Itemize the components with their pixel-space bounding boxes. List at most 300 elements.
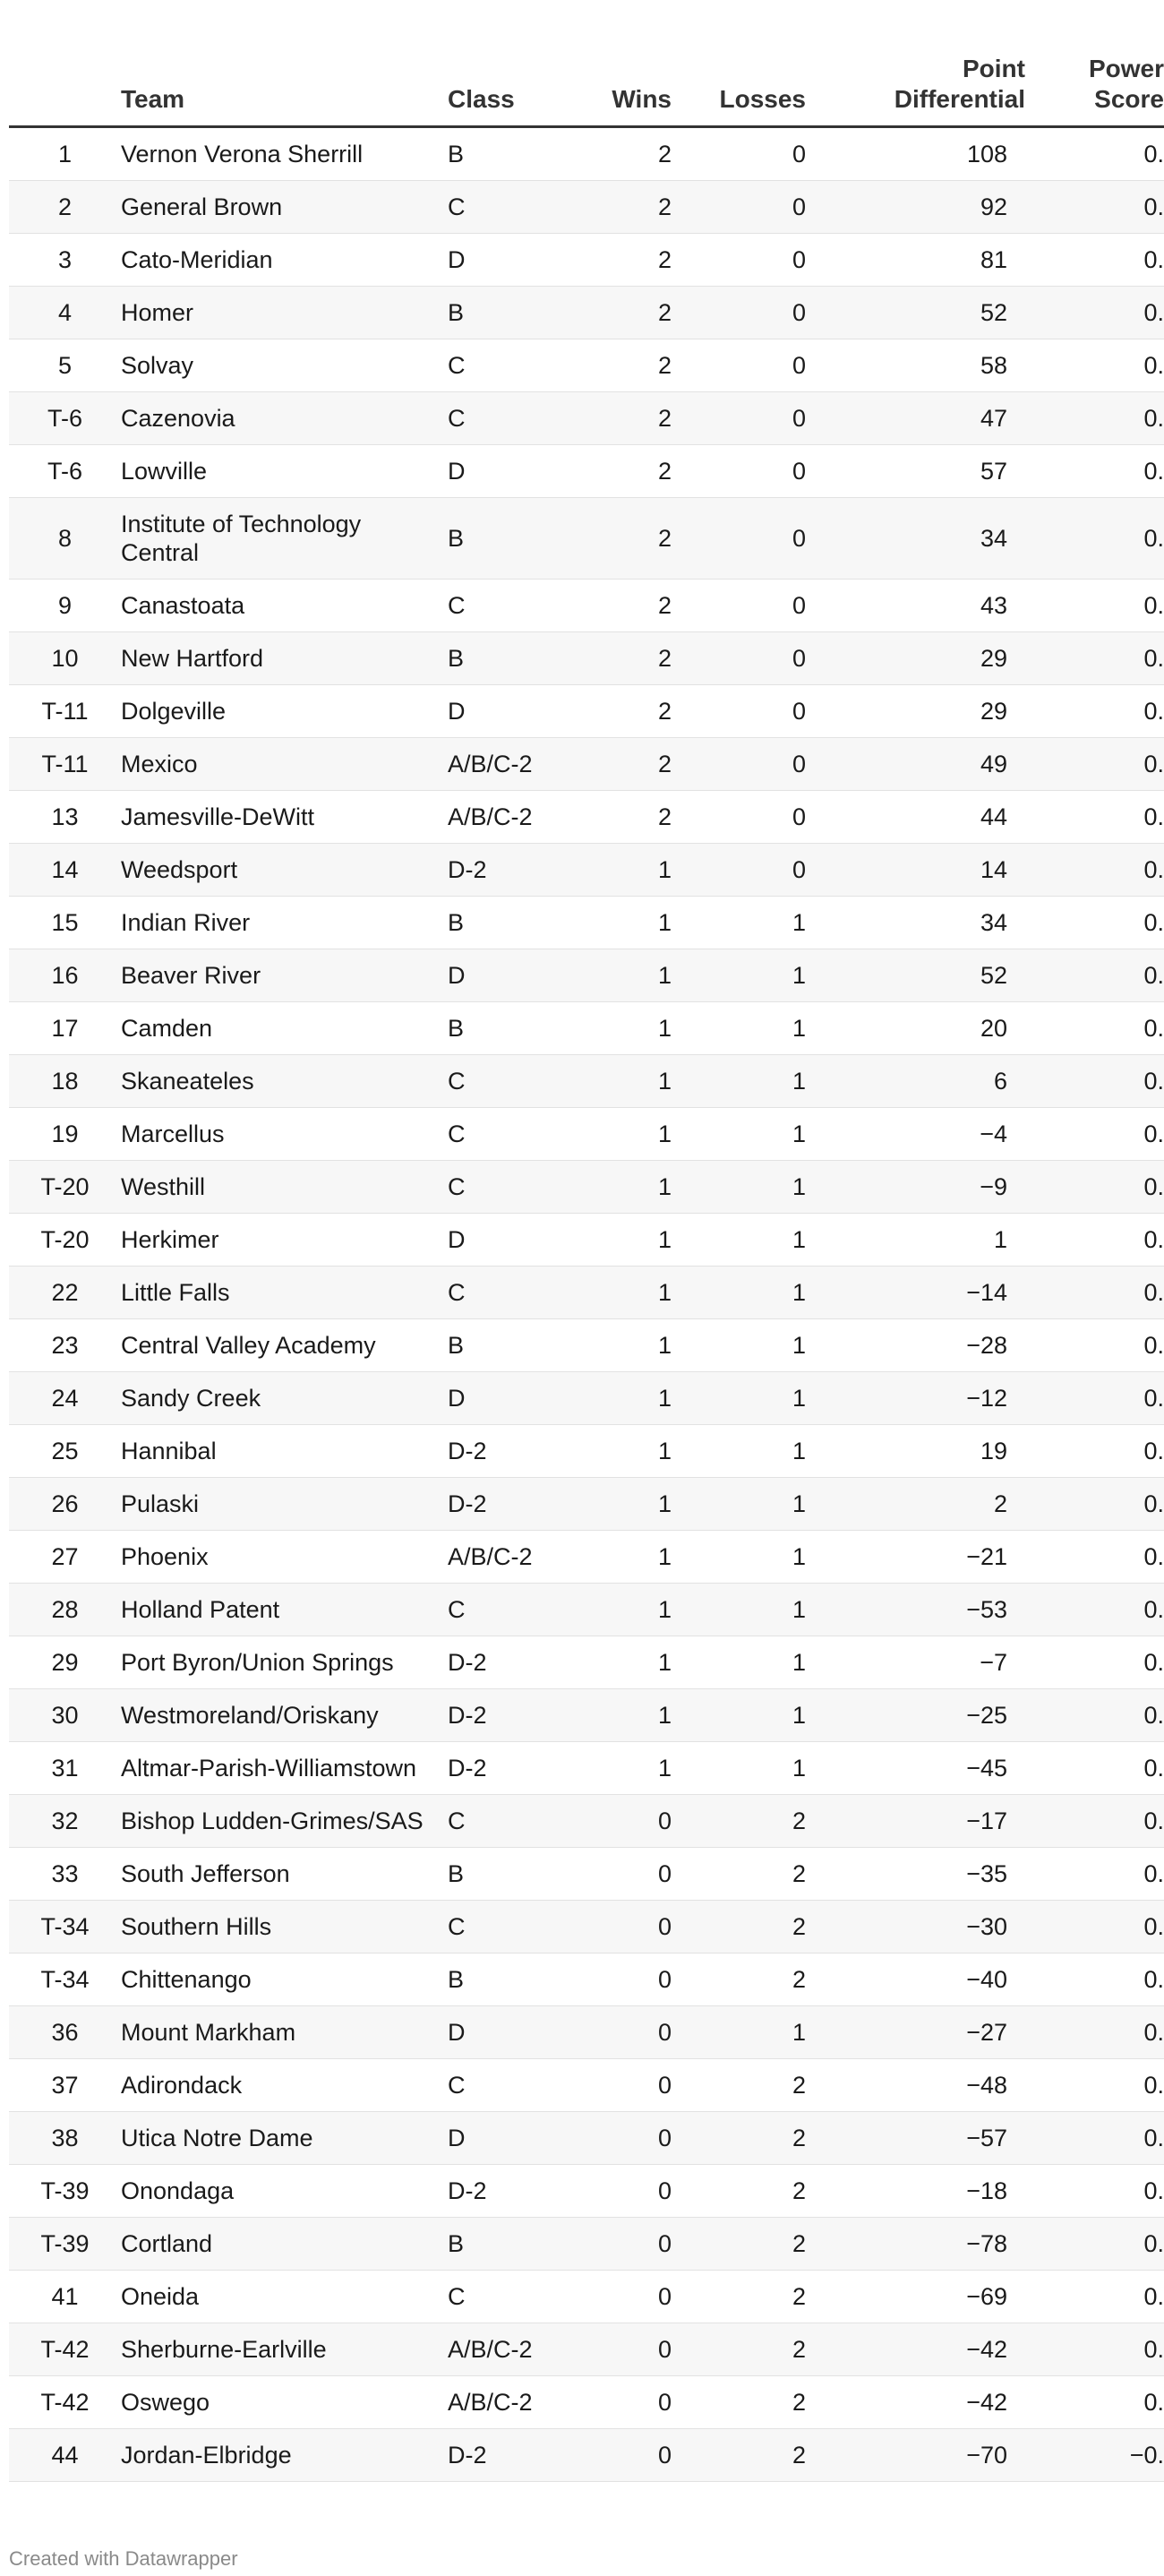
table-row [9, 1161, 1164, 1214]
cell-rank: T-34 [9, 1953, 121, 2006]
cell-team: Chittenango [121, 1953, 448, 2006]
cell-power-score: 0. [1025, 1584, 1164, 1636]
cell-rank: T-11 [9, 738, 121, 791]
cell-wins: 1 [546, 1478, 672, 1531]
cell-losses: 2 [672, 2429, 824, 2482]
cell-power-score: 0. [1025, 1636, 1164, 1689]
cell-losses: 1 [672, 1161, 824, 1214]
cell-rank: T-42 [9, 2376, 121, 2429]
cell-losses: 0 [672, 287, 824, 339]
cell-class: C [448, 2271, 546, 2323]
cell-rank: 1 [9, 127, 121, 181]
cell-point-differential: −57 [824, 2112, 1025, 2165]
cell-team: Mount Markham [121, 2006, 448, 2059]
cell-wins: 0 [546, 1795, 672, 1848]
cell-point-differential: 44 [824, 791, 1025, 844]
cell-rank: 37 [9, 2059, 121, 2112]
cell-wins: 1 [546, 1161, 672, 1214]
cell-losses: 0 [672, 632, 824, 685]
cell-rank: 24 [9, 1372, 121, 1425]
cell-rank: 28 [9, 1584, 121, 1636]
cell-point-differential: −21 [824, 1531, 1025, 1584]
cell-power-score: 0. [1025, 632, 1164, 685]
cell-rank: 15 [9, 897, 121, 949]
cell-power-score: 0. [1025, 1214, 1164, 1267]
cell-power-score: 0. [1025, 949, 1164, 1002]
cell-wins: 2 [546, 445, 672, 498]
cell-class: D-2 [448, 1425, 546, 1478]
cell-point-differential: 108 [824, 127, 1025, 181]
table-row [9, 685, 1164, 738]
table-row [9, 445, 1164, 498]
table-row [9, 1055, 1164, 1108]
cell-wins: 0 [546, 2006, 672, 2059]
cell-point-differential: −27 [824, 2006, 1025, 2059]
rankings-table-container [9, 0, 1164, 2482]
cell-wins: 0 [546, 2059, 672, 2112]
cell-rank: 26 [9, 1478, 121, 1531]
cell-losses: 2 [672, 2059, 824, 2112]
cell-team: Hannibal [121, 1425, 448, 1478]
table-row [9, 2429, 1164, 2482]
cell-wins: 0 [546, 2323, 672, 2376]
cell-class: A/B/C-2 [448, 1531, 546, 1584]
table-row [9, 1901, 1164, 1953]
cell-point-differential: −4 [824, 1108, 1025, 1161]
cell-power-score: 0. [1025, 234, 1164, 287]
cell-team: Camden [121, 1002, 448, 1055]
cell-point-differential: −42 [824, 2323, 1025, 2376]
cell-losses: 1 [672, 1372, 824, 1425]
cell-power-score: 0. [1025, 339, 1164, 392]
cell-power-score: 0. [1025, 2218, 1164, 2271]
cell-power-score: 0. [1025, 1901, 1164, 1953]
cell-point-differential: −40 [824, 1953, 1025, 2006]
cell-point-differential: 1 [824, 1214, 1025, 1267]
cell-losses: 2 [672, 2165, 824, 2218]
cell-wins: 0 [546, 2429, 672, 2482]
cell-losses: 0 [672, 339, 824, 392]
cell-point-differential: 52 [824, 949, 1025, 1002]
cell-class: B [448, 897, 546, 949]
cell-rank: 41 [9, 2271, 121, 2323]
cell-rank: 14 [9, 844, 121, 897]
header-row [9, 0, 1164, 127]
cell-power-score: 0. [1025, 685, 1164, 738]
cell-losses: 2 [672, 1901, 824, 1953]
cell-point-differential: 47 [824, 392, 1025, 445]
cell-losses: 0 [672, 791, 824, 844]
table-row [9, 632, 1164, 685]
cell-losses: 0 [672, 685, 824, 738]
cell-class: C [448, 339, 546, 392]
cell-wins: 1 [546, 1372, 672, 1425]
cell-power-score: 0. [1025, 127, 1164, 181]
cell-team: Adirondack [121, 2059, 448, 2112]
cell-team: Sherburne-Earlville [121, 2323, 448, 2376]
cell-wins: 1 [546, 1055, 672, 1108]
cell-team: Port Byron/Union Springs [121, 1636, 448, 1689]
cell-losses: 2 [672, 1795, 824, 1848]
cell-wins: 2 [546, 685, 672, 738]
cell-rank: T-6 [9, 392, 121, 445]
cell-point-differential: 81 [824, 234, 1025, 287]
cell-point-differential: 58 [824, 339, 1025, 392]
cell-team: Herkimer [121, 1214, 448, 1267]
table-row [9, 2271, 1164, 2323]
cell-team: Canastoata [121, 580, 448, 632]
cell-wins: 0 [546, 2165, 672, 2218]
cell-point-differential: 57 [824, 445, 1025, 498]
cell-power-score: 0. [1025, 1953, 1164, 2006]
table-row [9, 1636, 1164, 1689]
header-power-score[interactable] [1025, 0, 1164, 127]
table-row [9, 1002, 1164, 1055]
cell-wins: 1 [546, 1002, 672, 1055]
table-row [9, 2165, 1164, 2218]
cell-power-score: 0. [1025, 580, 1164, 632]
cell-rank: 22 [9, 1267, 121, 1319]
header-class[interactable]: Class [448, 0, 546, 127]
cell-rank: 13 [9, 791, 121, 844]
cell-wins: 1 [546, 1531, 672, 1584]
cell-point-differential: −45 [824, 1742, 1025, 1795]
cell-team: Beaver River [121, 949, 448, 1002]
cell-rank: 2 [9, 181, 121, 234]
table-row [9, 287, 1164, 339]
cell-rank: 44 [9, 2429, 121, 2482]
cell-losses: 1 [672, 1267, 824, 1319]
cell-rank: 8 [9, 498, 121, 580]
cell-point-differential: −42 [824, 2376, 1025, 2429]
cell-losses: 1 [672, 1689, 824, 1742]
cell-wins: 2 [546, 498, 672, 580]
cell-team: Oneida [121, 2271, 448, 2323]
cell-class: C [448, 2059, 546, 2112]
cell-losses: 1 [672, 1425, 824, 1478]
cell-class: B [448, 498, 546, 580]
cell-rank: 31 [9, 1742, 121, 1795]
cell-power-score: −0. [1025, 2429, 1164, 2482]
cell-class: D [448, 234, 546, 287]
cell-power-score: 0. [1025, 1319, 1164, 1372]
cell-losses: 0 [672, 445, 824, 498]
cell-point-differential: −35 [824, 1848, 1025, 1901]
cell-team: Jordan-Elbridge [121, 2429, 448, 2482]
cell-power-score: 0. [1025, 844, 1164, 897]
cell-point-differential: −48 [824, 2059, 1025, 2112]
cell-team: Utica Notre Dame [121, 2112, 448, 2165]
cell-point-differential: 92 [824, 181, 1025, 234]
cell-team: Cato-Meridian [121, 234, 448, 287]
table-header [9, 0, 1164, 127]
cell-team: Onondaga [121, 2165, 448, 2218]
cell-team: Solvay [121, 339, 448, 392]
cell-class: B [448, 632, 546, 685]
cell-rank: T-20 [9, 1161, 121, 1214]
cell-wins: 2 [546, 339, 672, 392]
table-row [9, 234, 1164, 287]
cell-point-differential: −25 [824, 1689, 1025, 1742]
table-row [9, 498, 1164, 580]
cell-team: Westmoreland/Oriskany [121, 1689, 448, 1742]
cell-wins: 0 [546, 2271, 672, 2323]
cell-power-score: 0. [1025, 445, 1164, 498]
cell-rank: 25 [9, 1425, 121, 1478]
cell-class: D [448, 1214, 546, 1267]
cell-point-differential: −69 [824, 2271, 1025, 2323]
table-row [9, 1848, 1164, 1901]
cell-losses: 1 [672, 1055, 824, 1108]
cell-power-score: 0. [1025, 1161, 1164, 1214]
cell-wins: 2 [546, 392, 672, 445]
cell-power-score: 0. [1025, 1848, 1164, 1901]
cell-wins: 0 [546, 2376, 672, 2429]
cell-class: C [448, 1055, 546, 1108]
cell-wins: 2 [546, 127, 672, 181]
cell-team: Mexico [121, 738, 448, 791]
cell-losses: 0 [672, 127, 824, 181]
cell-point-differential: 29 [824, 632, 1025, 685]
table-row [9, 1425, 1164, 1478]
table-row [9, 181, 1164, 234]
cell-losses: 2 [672, 2271, 824, 2323]
cell-losses: 1 [672, 1742, 824, 1795]
table-row [9, 844, 1164, 897]
cell-power-score: 0. [1025, 2059, 1164, 2112]
cell-wins: 2 [546, 287, 672, 339]
cell-class: B [448, 2218, 546, 2271]
table-row [9, 2059, 1164, 2112]
cell-losses: 0 [672, 498, 824, 580]
cell-losses: 1 [672, 1636, 824, 1689]
cell-power-score: 0. [1025, 498, 1164, 580]
table-row [9, 1267, 1164, 1319]
cell-rank: 18 [9, 1055, 121, 1108]
cell-class: A/B/C-2 [448, 791, 546, 844]
table-row [9, 580, 1164, 632]
table-row [9, 2218, 1164, 2271]
cell-team: Cortland [121, 2218, 448, 2271]
cell-class: D [448, 685, 546, 738]
table-body [9, 127, 1164, 2482]
table-row [9, 1689, 1164, 1742]
cell-point-differential: 29 [824, 685, 1025, 738]
cell-losses: 0 [672, 181, 824, 234]
cell-power-score: 0. [1025, 1478, 1164, 1531]
cell-losses: 1 [672, 1531, 824, 1584]
cell-class: C [448, 392, 546, 445]
cell-power-score: 0. [1025, 791, 1164, 844]
cell-wins: 1 [546, 1214, 672, 1267]
cell-rank: 33 [9, 1848, 121, 1901]
table-row [9, 1531, 1164, 1584]
cell-rank: T-11 [9, 685, 121, 738]
header-losses[interactable] [672, 0, 824, 127]
cell-wins: 1 [546, 1319, 672, 1372]
cell-power-score: 0. [1025, 1372, 1164, 1425]
cell-team: Jamesville-DeWitt [121, 791, 448, 844]
cell-rank: 30 [9, 1689, 121, 1742]
cell-team: Holland Patent [121, 1584, 448, 1636]
cell-team: Skaneateles [121, 1055, 448, 1108]
cell-point-differential: −78 [824, 2218, 1025, 2271]
cell-rank: 10 [9, 632, 121, 685]
cell-rank: 5 [9, 339, 121, 392]
cell-team: Cazenovia [121, 392, 448, 445]
cell-wins: 2 [546, 580, 672, 632]
cell-wins: 1 [546, 1584, 672, 1636]
cell-rank: 36 [9, 2006, 121, 2059]
cell-team: Indian River [121, 897, 448, 949]
cell-losses: 1 [672, 1002, 824, 1055]
cell-losses: 1 [672, 949, 824, 1002]
cell-wins: 0 [546, 1848, 672, 1901]
cell-losses: 0 [672, 580, 824, 632]
table-row [9, 1953, 1164, 2006]
table-row [9, 1478, 1164, 1531]
cell-class: D [448, 949, 546, 1002]
table-row [9, 1742, 1164, 1795]
cell-rank: 4 [9, 287, 121, 339]
cell-losses: 1 [672, 1319, 824, 1372]
table-row [9, 791, 1164, 844]
cell-point-differential: −12 [824, 1372, 1025, 1425]
table-row [9, 1795, 1164, 1848]
cell-power-score: 0. [1025, 2376, 1164, 2429]
table-row [9, 738, 1164, 791]
cell-rank: T-39 [9, 2165, 121, 2218]
cell-class: B [448, 127, 546, 181]
cell-rank: 17 [9, 1002, 121, 1055]
cell-team: Central Valley Academy [121, 1319, 448, 1372]
cell-rank: 3 [9, 234, 121, 287]
cell-wins: 0 [546, 1901, 672, 1953]
cell-losses: 1 [672, 1478, 824, 1531]
cell-class: C [448, 1584, 546, 1636]
cell-point-differential: 2 [824, 1478, 1025, 1531]
cell-losses: 0 [672, 392, 824, 445]
cell-class: C [448, 580, 546, 632]
cell-class: C [448, 1108, 546, 1161]
cell-rank: 29 [9, 1636, 121, 1689]
cell-losses: 0 [672, 738, 824, 791]
rankings-table [9, 0, 1164, 2482]
cell-team: Altmar-Parish-Williamstown [121, 1742, 448, 1795]
header-losses-label: Losses [719, 85, 806, 113]
cell-power-score: 0. [1025, 2323, 1164, 2376]
cell-point-differential: 49 [824, 738, 1025, 791]
cell-class: B [448, 1002, 546, 1055]
cell-power-score: 0. [1025, 1002, 1164, 1055]
header-rank[interactable] [9, 0, 121, 127]
cell-power-score: 0. [1025, 1742, 1164, 1795]
cell-wins: 1 [546, 844, 672, 897]
cell-class: B [448, 1319, 546, 1372]
table-row [9, 2323, 1164, 2376]
cell-team: Lowville [121, 445, 448, 498]
cell-rank: 19 [9, 1108, 121, 1161]
cell-class: D [448, 1372, 546, 1425]
cell-power-score: 0. [1025, 897, 1164, 949]
cell-class: D-2 [448, 2165, 546, 2218]
cell-power-score: 0. [1025, 1055, 1164, 1108]
cell-losses: 2 [672, 2112, 824, 2165]
cell-team: Institute of Technology Central [121, 498, 448, 580]
cell-class: D [448, 2006, 546, 2059]
cell-point-differential: 14 [824, 844, 1025, 897]
cell-rank: 23 [9, 1319, 121, 1372]
datawrapper-credit[interactable]: Created with Datawrapper [9, 2547, 238, 2570]
cell-point-differential: −53 [824, 1584, 1025, 1636]
cell-team: Weedsport [121, 844, 448, 897]
cell-wins: 2 [546, 632, 672, 685]
table-row [9, 2376, 1164, 2429]
cell-class: A/B/C-2 [448, 2323, 546, 2376]
table-row [9, 1372, 1164, 1425]
cell-class: A/B/C-2 [448, 2376, 546, 2429]
cell-wins: 2 [546, 181, 672, 234]
cell-rank: T-20 [9, 1214, 121, 1267]
cell-wins: 0 [546, 2112, 672, 2165]
cell-team: Sandy Creek [121, 1372, 448, 1425]
cell-point-differential: −7 [824, 1636, 1025, 1689]
cell-rank: T-42 [9, 2323, 121, 2376]
cell-rank: 38 [9, 2112, 121, 2165]
header-team[interactable]: Team [121, 0, 448, 127]
cell-team: Pulaski [121, 1478, 448, 1531]
header-point-differential[interactable] [824, 0, 1025, 127]
cell-losses: 1 [672, 1108, 824, 1161]
cell-power-score: 0. [1025, 287, 1164, 339]
cell-losses: 1 [672, 1584, 824, 1636]
table-row [9, 1319, 1164, 1372]
cell-class: D-2 [448, 844, 546, 897]
cell-wins: 1 [546, 1742, 672, 1795]
cell-point-differential: −30 [824, 1901, 1025, 1953]
cell-point-differential: 19 [824, 1425, 1025, 1478]
cell-losses: 1 [672, 2006, 824, 2059]
cell-team: Oswego [121, 2376, 448, 2429]
cell-class: D-2 [448, 1478, 546, 1531]
cell-power-score: 0. [1025, 181, 1164, 234]
cell-point-differential: −9 [824, 1161, 1025, 1214]
cell-point-differential: 20 [824, 1002, 1025, 1055]
cell-losses: 2 [672, 1953, 824, 2006]
cell-power-score: 0. [1025, 1795, 1164, 1848]
cell-class: C [448, 181, 546, 234]
cell-rank: T-6 [9, 445, 121, 498]
cell-team: Dolgeville [121, 685, 448, 738]
header-power-score-label: Power Score [1088, 55, 1164, 113]
cell-point-differential: −17 [824, 1795, 1025, 1848]
table-row [9, 897, 1164, 949]
cell-point-differential: −14 [824, 1267, 1025, 1319]
table-row [9, 1584, 1164, 1636]
cell-point-differential: −28 [824, 1319, 1025, 1372]
cell-point-differential: 43 [824, 580, 1025, 632]
cell-rank: 32 [9, 1795, 121, 1848]
cell-power-score: 0. [1025, 1531, 1164, 1584]
cell-power-score: 0. [1025, 392, 1164, 445]
cell-class: B [448, 287, 546, 339]
cell-losses: 1 [672, 897, 824, 949]
cell-class: D [448, 445, 546, 498]
cell-class: D-2 [448, 1636, 546, 1689]
table-row [9, 1214, 1164, 1267]
header-wins[interactable]: Wins [546, 0, 672, 127]
cell-losses: 2 [672, 2218, 824, 2271]
